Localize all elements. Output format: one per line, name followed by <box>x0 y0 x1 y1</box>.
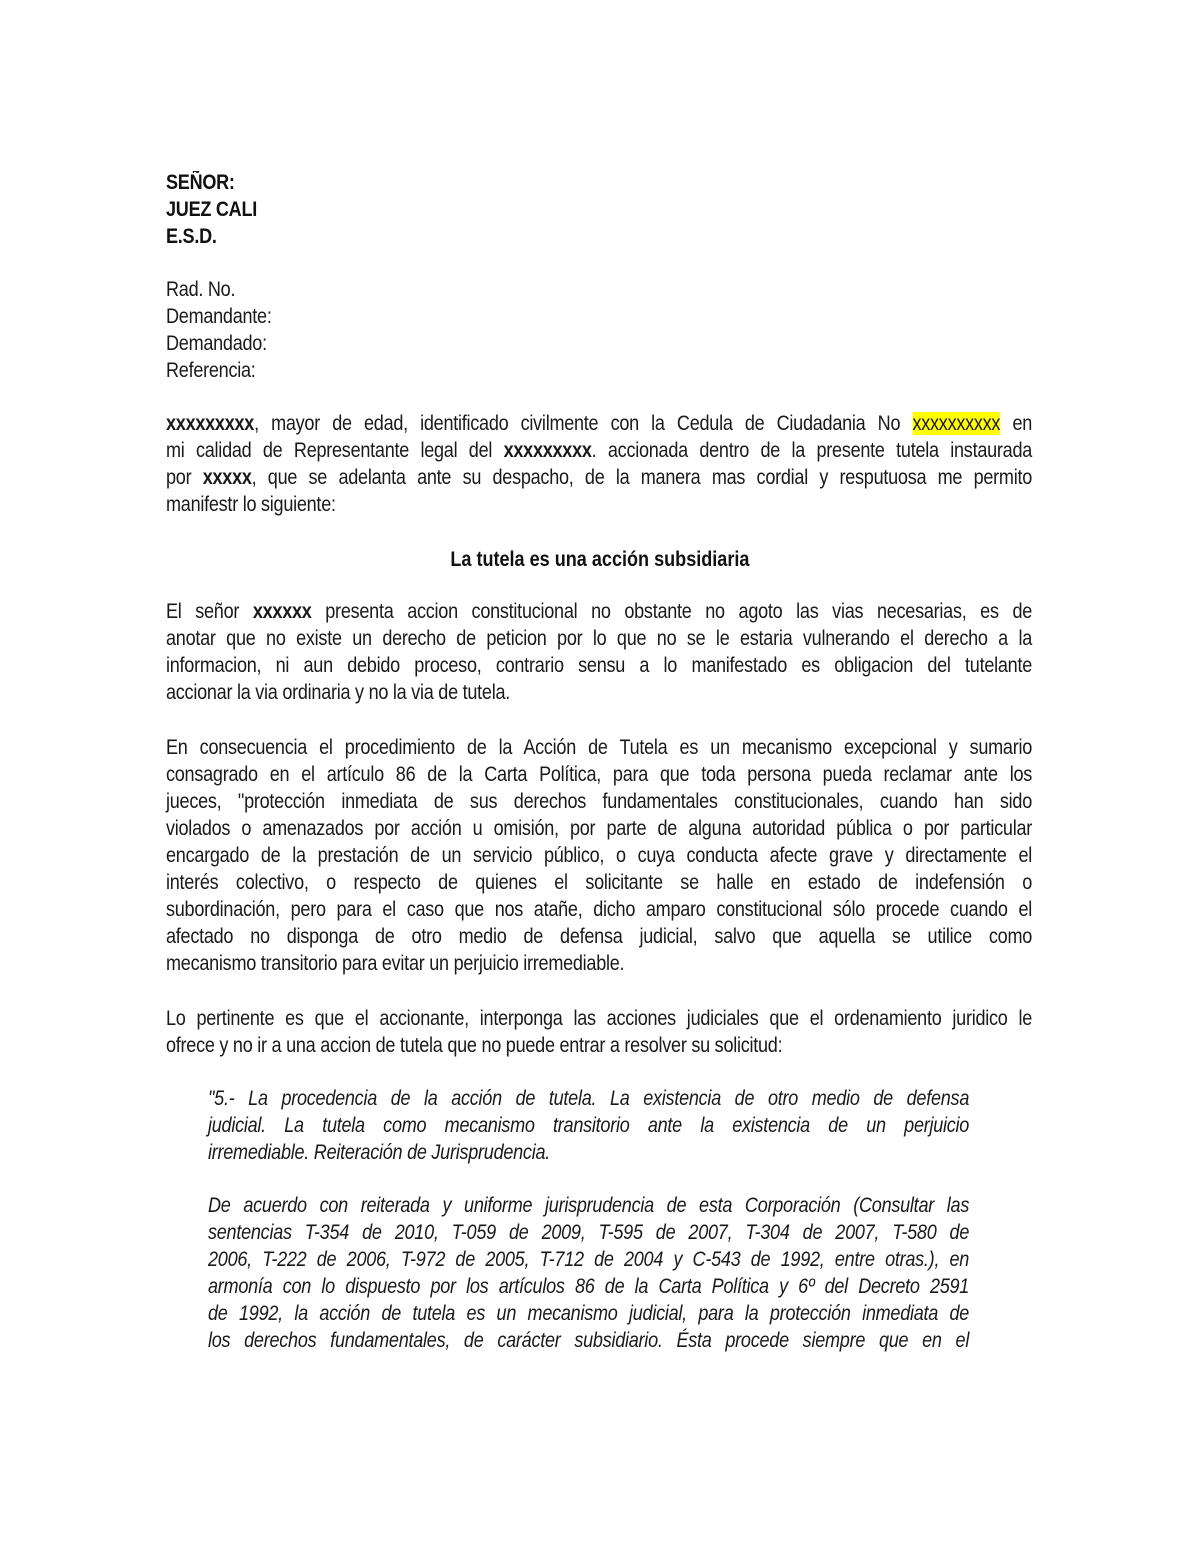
paragraph-1 <box>166 598 1032 706</box>
intro-paragraph <box>166 410 1032 518</box>
company-placeholder: xxxxxxxxx <box>503 439 592 462</box>
section-heading: La tutela es una acción subsidiaria <box>450 548 750 571</box>
p2-line: jueces, "protección inmediata de sus derechos fundamentales constitucionales, cuando han sido <box>166 790 1033 813</box>
court-line: JUEZ CALI <box>166 198 257 221</box>
quote-body <box>208 1192 969 1354</box>
recipient-line: SEÑOR: <box>166 171 235 194</box>
quote2-line: los derechos fundamentales, de carácter subsidiario. Ésta procede siempre que en el <box>208 1329 970 1352</box>
p3-line: Lo pertinente es que el accionante, interponga las acciones judiciales que el ordenamiento juridico le <box>166 1007 1033 1030</box>
paragraph-3 <box>166 1005 1032 1059</box>
senor-placeholder: xxxxxx <box>252 600 312 623</box>
p2-line: subordinación, pero para el caso que nos atañe, dicho amparo constitucional sólo procede cuando el <box>166 898 1033 921</box>
intro-line-4: manifestr lo siguiente: <box>166 493 336 516</box>
name-placeholder: xxxxxxxxx <box>166 412 255 435</box>
quote2-line: de 1992, la acción de tutela es un mecanismo judicial, para la protección inmediata de <box>208 1302 970 1325</box>
demandante-line: Demandante: <box>166 305 272 328</box>
p1-line-2: anotar que no existe un derecho de peticion por lo que no se le estaria vulnerando el derecho a la <box>166 627 1033 650</box>
quote2-line: De acuerdo con reiterada y uniforme jurisprudencia de esta Corporación (Consultar las <box>208 1194 970 1217</box>
intro-line-1: xxxxxxxxx, mayor de edad, identificado civilmente con la Cedula de Ciudadania No xxxxxxxxxx en <box>166 412 1033 435</box>
p2-line: mecanismo transitorio para evitar un perjuicio irremediable. <box>166 952 625 975</box>
quote2-line: armonía con lo dispuesto por los artículos 86 de la Carta Política y 6º del Decreto 2591 <box>208 1275 970 1298</box>
p1-line-1: El señor xxxxxx presenta accion constitucional no obstante no agoto las vias necesarias, es de <box>166 600 1033 623</box>
rad-line: Rad. No. <box>166 278 236 301</box>
demandado-line: Demandado: <box>166 332 267 355</box>
quote1-line: judicial. La tutela como mecanismo transitorio ante la existencia de un perjuicio <box>208 1114 970 1137</box>
intro-line-3: por xxxxx, que se adelanta ante su despacho, de la manera mas cordial y resputuosa me permito <box>166 466 1033 489</box>
plaintiff-placeholder: xxxxx <box>202 466 252 489</box>
p2-line: consagrado en el artículo 86 de la Carta Política, para que toda persona pueda reclamar ante los <box>166 763 1033 786</box>
quote-heading <box>208 1085 969 1166</box>
intro-line-2: mi calidad de Representante legal del xxxxxxxxx. accionada dentro de la presente tutela instaurada <box>166 439 1033 462</box>
id-placeholder-highlight: xxxxxxxxxx <box>912 412 1001 435</box>
p1-line-4: accionar la via ordinaria y no la via de tutela. <box>166 681 511 704</box>
quote2-line: 2006, T-222 de 2006, T-972 de 2005, T-712 de 2004 y C-543 de 1992, entre otras.), en <box>208 1248 970 1271</box>
p2-line: interés colectivo, o respecto de quienes el solicitante se halle en estado de indefensión o <box>166 871 1033 894</box>
referencia-line: Referencia: <box>166 359 256 382</box>
p2-line: encargado de la prestación de un servicio público, o cuya conducta afecte grave y directamente el <box>166 844 1033 867</box>
p2-line: En consecuencia el procedimiento de la Acción de Tutela es un mecanismo excepcional y sumario <box>166 736 1033 759</box>
p1-line-3: informacion, ni aun debido proceso, contrario sensu a lo manifestado es obligacion del tutelante <box>166 654 1033 677</box>
p2-line: violados o amenazados por acción u omisión, por parte de alguna autoridad pública o por particular <box>166 817 1033 840</box>
p2-line: afectado no disponga de otro medio de defensa judicial, salvo que aquella se utilice como <box>166 925 1033 948</box>
quote1-line: "5.- La procedencia de la acción de tutela. La existencia de otro medio de defensa <box>208 1087 970 1110</box>
esd-line: E.S.D. <box>166 225 217 248</box>
quote1-line: irremediable. Reiteración de Jurisprudencia. <box>208 1141 551 1164</box>
quote2-line: sentencias T-354 de 2010, T-059 de 2009, T-595 de 2007, T-304 de 2007, T-580 de <box>208 1221 970 1244</box>
p3-line: ofrece y no ir a una accion de tutela que no puede entrar a resolver su solicitud: <box>166 1034 783 1057</box>
paragraph-2 <box>166 734 1032 977</box>
